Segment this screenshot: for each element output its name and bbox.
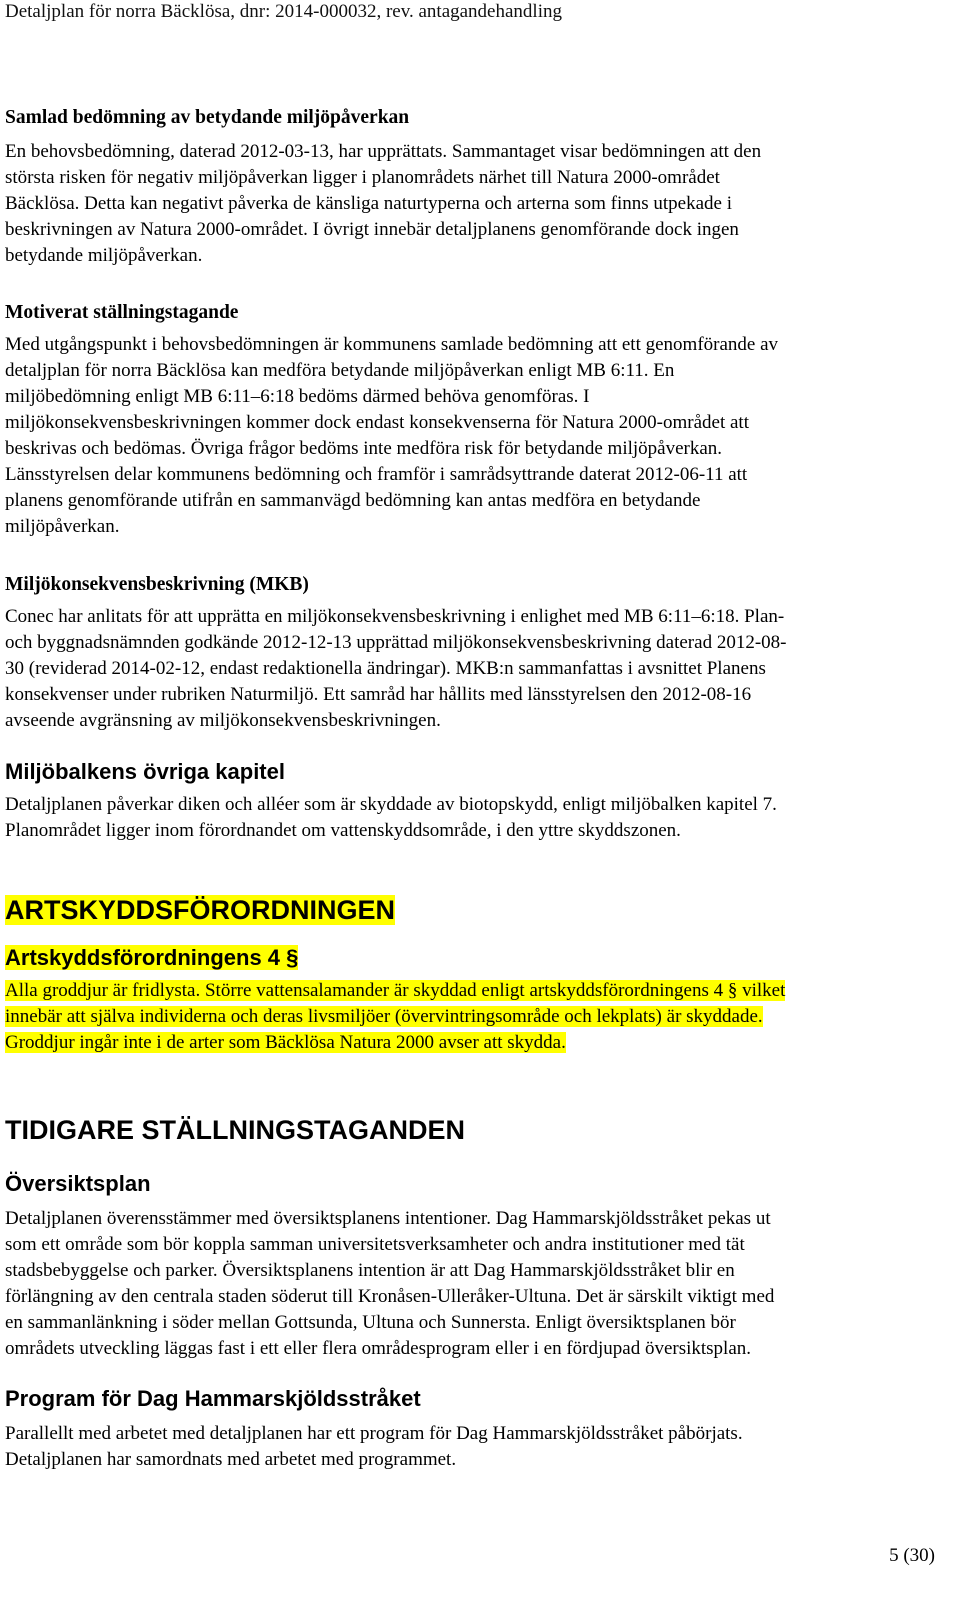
highlighted-text-line: Alla groddjur är fridlysta. Större vattensalamander är skyddad enligt artskyddsförordningens 4 § vilket xyxy=(5,980,786,1001)
text-line: stadsbebyggelse och parker. Översiktsplanens intention är att Dag Hammarskjöldsstråket blir en xyxy=(5,1260,735,1281)
section-heading: Samlad bedömning av betydande miljöpåverkan xyxy=(5,107,410,128)
text-line: 30 (reviderad 2014-02-12, endast redaktionella ändringar). MKB:n sammanfattas i avsnittet Planens xyxy=(5,658,766,679)
highlighted-text-line: innebär att själva individerna och deras livsmiljöer (övervintringsområde och lekplats) är skyddade. xyxy=(5,1006,763,1027)
text-line: Med utgångspunkt i behovsbedömningen är kommunens samlade bedömning att ett genomförande av xyxy=(5,334,779,355)
text-line: Conec har anlitats för att upprätta en miljökonsekvensbeskrivning i enlighet med MB 6:11–6:18. Plan- xyxy=(5,606,785,627)
text-line: Planområdet ligger inom förordnandet om vattenskyddsområde, i den yttre skyddszonen. xyxy=(5,820,681,841)
text-line: Bäcklösa. Detta kan negativt påverka de känsliga naturtyperna och arterna som finns utpekade i xyxy=(5,193,733,214)
text-line: förlängning av den centrala staden söderut till Kronåsen-Ulleråker-Ultuna. Det är särskilt viktigt med xyxy=(5,1286,775,1307)
text-line: som ett område som bör koppla samman universitetsverksamheter och andra institutioner med tät xyxy=(5,1234,745,1255)
text-line: konsekvenser under rubriken Naturmiljö. Ett samråd har hållits med länsstyrelsen den 2012-08-16 xyxy=(5,684,752,705)
sub-heading: Artskyddsförordningens 4 § xyxy=(5,945,299,970)
main-heading: TIDIGARE STÄLLNINGSTAGANDEN xyxy=(5,1115,465,1145)
text-line: Detaljplanen överensstämmer med översiktsplanens intentioner. Dag Hammarskjöldsstråket pekas ut xyxy=(5,1208,771,1229)
text-line: En behovsbedömning, daterad 2012-03-13, har upprättats. Sammantaget visar bedömningen att den xyxy=(5,141,762,162)
section-artskydd xyxy=(5,893,935,1056)
text-line: Parallellt med arbetet med detaljplanen har ett program för Dag Hammarskjöldsstråket påbörjats. xyxy=(5,1423,743,1444)
section-samlad xyxy=(5,105,935,269)
page-number: 5 (30) xyxy=(889,1545,935,1566)
text-line: avseende avgränsning av miljökonsekvensbeskrivningen. xyxy=(5,710,441,731)
section-miljobalken xyxy=(5,758,935,844)
text-line: största risken för negativ miljöpåverkan ligger i planområdets närhet till Natura 2000-området xyxy=(5,167,720,188)
section-oversiktsplan xyxy=(5,1170,935,1362)
text-line: beskrivningen av Natura 2000-området. I övrigt innebär detaljplanens genomförande dock ingen xyxy=(5,219,739,240)
section-heading: Motiverat ställningstagande xyxy=(5,302,239,323)
highlighted-text-line: Groddjur ingår inte i de arter som Bäcklösa Natura 2000 avser att skydda. xyxy=(5,1032,566,1053)
document-header: Detaljplan för norra Bäcklösa, dnr: 2014-000032, rev. antagandehandling xyxy=(5,1,562,22)
text-line: detaljplan för norra Bäcklösa kan medföra betydande miljöpåverkan enligt MB 6:11. En xyxy=(5,360,675,381)
section-mkb xyxy=(5,572,935,734)
text-line: en sammanlänkning i söder mellan Gottsunda, Ultuna och Sunnersta. Enligt översiktsplanen bör xyxy=(5,1312,736,1333)
section-heading: Miljöbalkens övriga kapitel xyxy=(5,759,285,784)
text-line: Detaljplanen påverkar diken och alléer som är skyddade av biotopskydd, enligt miljöbalken kapitel 7. xyxy=(5,794,777,815)
text-line: Detaljplanen har samordnats med arbetet med programmet. xyxy=(5,1449,457,1470)
text-line: miljökonsekvensbeskrivningen kommer dock endast konsekvenserna för Natura 2000-området att xyxy=(5,412,749,433)
text-line: miljöbedömning enligt MB 6:11–6:18 bedöms därmed behöva genomföras. I xyxy=(5,386,590,407)
section-motiverat xyxy=(5,300,935,540)
text-line: betydande miljöpåverkan. xyxy=(5,245,203,266)
section-heading: Program för Dag Hammarskjöldsstråket xyxy=(5,1386,421,1411)
text-line: planens genomförande utifrån en sammanvägd bedömning kan antas medföra en betydande xyxy=(5,490,701,511)
text-line: och byggnadsnämnden godkände 2012-12-13 upprättad miljökonsekvensbeskrivning daterad 2012-08- xyxy=(5,632,787,653)
text-line: miljöpåverkan. xyxy=(5,516,120,537)
section-tidigare xyxy=(5,1113,935,1147)
text-line: områdets utveckling läggas fast i ett eller flera områdesprogram eller i en fördjupad översiktsplan. xyxy=(5,1338,752,1359)
section-heading: Miljökonsekvensbeskrivning (MKB) xyxy=(5,574,309,595)
text-line: beskrivas och bedömas. Övriga frågor bedöms inte medföra risk för betydande miljöpåverkan. xyxy=(5,438,723,459)
section-program xyxy=(5,1385,935,1473)
main-heading: ARTSKYDDSFÖRORDNINGEN xyxy=(5,895,396,925)
text-line: Länsstyrelsen delar kommunens bedömning och framför i samrådsyttrande daterat 2012-06-11 att xyxy=(5,464,748,485)
section-heading: Översiktsplan xyxy=(5,1171,151,1196)
